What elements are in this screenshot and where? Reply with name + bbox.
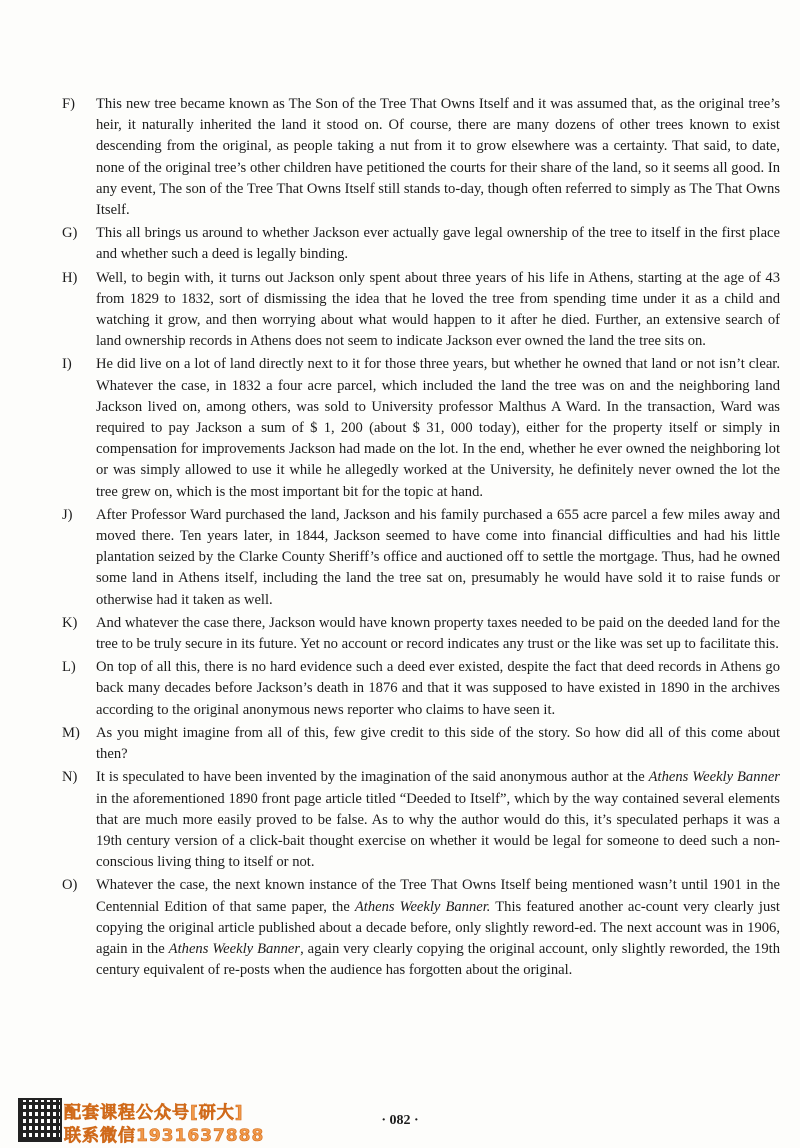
paragraph-label: K) (62, 614, 78, 631)
promo-line-1: 配套课程公众号[研大] (64, 1103, 244, 1123)
paragraph-text (96, 613, 780, 655)
text-run: Well, to begin with, it turns out Jackson only spent about three years of his life in Athens, starting at the age of 43 from 1829 to 1832, sort of dismissing the idea that he loved the tree from spending time under it as a child and watching it grow, and then worrying about what would happen to it after he died. Further, an extensive search of land ownership records in Athens does not seem to indicate Jackson ever owned the land the tree sits on. (96, 269, 780, 350)
text-run: Whatever the case, the next known instance of the Tree That Owns Itself being mentioned wasn’t until 1901 in the Centennial Edition of that same paper, the (96, 877, 780, 915)
promo-line-2: 联系微信1931637888 (64, 1126, 265, 1146)
paragraph-label: I) (62, 356, 72, 373)
paragraph-label: G) (62, 225, 78, 242)
paragraph-text (96, 657, 780, 721)
text-run: in the aforementioned 1890 front page article titled “Deeded to Itself”, which by the way contained several elements that are much more easily proved to be false. As to why the author would do this, it’s speculated perhaps it was a 19th century version of a click-bait thought exercise on whether it would be legal for someone to deed such a non-conscious living thing to itself or not. (96, 790, 780, 871)
paragraph-label: O) (62, 877, 78, 894)
paragraph-text (96, 354, 780, 502)
paragraph-text (96, 767, 780, 873)
document-body (62, 94, 780, 983)
paragraph-text (96, 505, 780, 611)
paragraph-label: F) (62, 96, 75, 112)
text-run: , again very clearly copying the original account, only slightly reworded, the 19th century equivalent of re-posts when the audience has forgotten about the original. (96, 940, 780, 979)
paragraph-text (96, 723, 780, 765)
text-run: This all brings us around to whether Jackson ever actually gave legal ownership of the tree to itself in the first place and whether such a deed is legally binding. (96, 225, 780, 263)
page-number: · 082 · (381, 1113, 419, 1128)
text-run: As you might imagine from all of this, few give credit to this side of the story. So how did all of this come about then? (96, 724, 780, 763)
text-run: After Professor Ward purchased the land, Jackson and his family purchased a 655 acre parcel a few miles away and moved there. Ten years later, in 1844, Jackson seemed to have come into financial difficulties and had his little plantation seized by the Clarke County Sheriff’s office and auctioned off to settle the mortgage. Thus, had he owned some land in Athens itself, including the land the tree sat on, presumably he would have sold it to raise funds or otherwise had it taken as well. (96, 506, 780, 608)
paragraph (62, 657, 780, 721)
paragraph-label: H) (62, 269, 78, 286)
italic-title: Athens Weekly Banner (168, 940, 301, 957)
text-run: It is speculated to have been invented by the imagination of the said anonymous author at the (96, 769, 649, 786)
text-run: This new tree became known as The Son of the Tree That Owns Itself and it was assumed that, as the original tree’s heir, it naturally inherited the land it stood on. Of course, there are many dozens of other trees known to exist descending from the original, as people taking a nut from it to grow elsewhere was a certainty. That said, to date, none of the original tree’s other children have petitioned the courts for their share of the land, so it seems all good. In any event, The son of the Tree That Owns Itself still stands to-day, though often referred to simply as The That Owns Itself. (96, 96, 780, 219)
promo-watermark (18, 1098, 338, 1144)
paragraph (62, 505, 780, 611)
text-run: This featured another ac-count very clearly just copying the original article published about a decade before, only slightly reword-ed. The next account was in 1906, again in the (96, 898, 780, 957)
paragraph-label: J) (62, 506, 73, 523)
paragraph (62, 354, 780, 502)
italic-title: Athens Weekly Banner (648, 769, 780, 786)
text-run: On top of all this, there is no hard evidence such a deed ever existed, despite the fact that deed records in Athens go back many decades before Jackson’s death in 1876 and that it was supposed to have existed in 1890 in the archives according to the original anonymous news reporter who claims to have seen it. (96, 659, 780, 718)
paragraph (62, 613, 780, 655)
text-run: He did live on a lot of land directly next to it for those three years, but whether he owned that land or not isn’t clear. Whatever the case, in 1832 a four acre parcel, which included the land the tree was on and the neighboring land Jackson lived on, among others, was sold to University professor Malthus A Ward. In the transaction, Ward was required to pay Jackson a sum of $ 1, 200 (about $ 31, 000 today), either for the property itself or simply in compensation for improvements Jackson had made on the lot. In the end, whether he ever owned the neighboring lot or was simply allowed to use it while he allegedly worked at the University, he definitely never owned the lot the tree grew on, which is the most important bit for the topic at hand. (96, 356, 780, 500)
paragraph (62, 94, 780, 221)
paragraph (62, 223, 780, 265)
paragraph (62, 875, 780, 981)
text-run: And whatever the case there, Jackson would have known property taxes needed to be paid on the deeded land for the tree to be truly secure in its future. Yet no account or record indicates any trust or the like was set up to facilitate this. (96, 614, 780, 653)
paragraph-label: N) (62, 769, 78, 786)
paragraph-label: L) (62, 659, 76, 676)
paragraph-text (96, 94, 780, 221)
italic-title: Athens Weekly Banner. (354, 898, 491, 915)
qr-code-icon (18, 1098, 62, 1142)
paragraph-text (96, 268, 780, 353)
paragraph-label: M) (62, 724, 80, 741)
paragraph-text (96, 875, 780, 981)
paragraph (62, 723, 780, 765)
paragraph-text (96, 223, 780, 265)
paragraph (62, 767, 780, 873)
paragraph (62, 268, 780, 353)
